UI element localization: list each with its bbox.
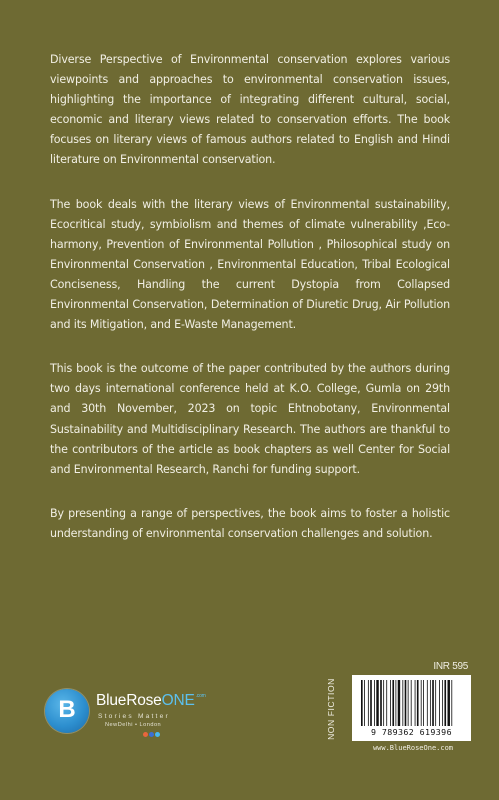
social-icons [143, 732, 160, 737]
blurb-paragraph-2: The book deals with the literary views of Environmental sustainability, Ecocritical study, symbiolism and themes of climate vulnerability ,Eco-harmony, Prevention of Environmental Pollution , Philosophical study on Environmental Conservation , Environmental Education, Tribal Ecological Conciseness, Handling the current Dystopia from Collapsed Environmental Conservation, Determination of Diuretic Drug, Air Pollution and its Mitigation, and E-Waste Management. [50, 197, 450, 332]
logo-letter: B [58, 696, 76, 723]
brand-main: BlueRose [96, 692, 162, 709]
publisher-locations: NewDelhi • London [105, 722, 162, 728]
brand-suffix: .com [195, 693, 206, 699]
twitter-icon [155, 732, 160, 737]
instagram-icon [143, 732, 148, 737]
genre-label [324, 676, 338, 742]
website-url: www.BlueRoseOne.com [372, 744, 454, 752]
publisher-tagline: Stories Matter [98, 713, 170, 720]
brand-accent: ONE [161, 692, 195, 709]
isbn-number: 9 789362 619396 [371, 727, 452, 737]
blurb-paragraph-4: By presenting a range of perspectives, the book aims to foster a holistic understanding of environmental conservation challenges and solution. [50, 506, 450, 540]
publisher-name [96, 692, 206, 710]
price-label: INR 595 [433, 661, 468, 672]
publisher-logo-icon [45, 689, 89, 733]
blurb-paragraph-1: Diverse Perspective of Environmental conservation explores various viewpoints and approaches to environmental conservation issues, highlighting the importance of integrating different cultural, social, economic and literary views related to conservation efforts. The book focuses on literary views of famous authors related to English and Hindi literature on Environmental conservation. [50, 53, 450, 167]
isbn-barcode [352, 675, 471, 741]
publisher-logo [45, 689, 210, 739]
genre-text: NON FICTION [326, 678, 336, 740]
barcode-icon [361, 680, 462, 726]
facebook-icon [149, 732, 154, 737]
back-cover-blurb [50, 50, 450, 568]
blurb-paragraph-3: This book is the outcome of the paper contributed by the authors during two days international conference held at K.O. College, Gumla on 29th and 30th November, 2023 on topic Ehtnobotany, Environmental Sustainability and Multidisciplinary Research. The authors are thankful to the contributors of the article as book chapters as well Center for Social and Environmental Research, Ranchi for funding support. [50, 362, 450, 476]
